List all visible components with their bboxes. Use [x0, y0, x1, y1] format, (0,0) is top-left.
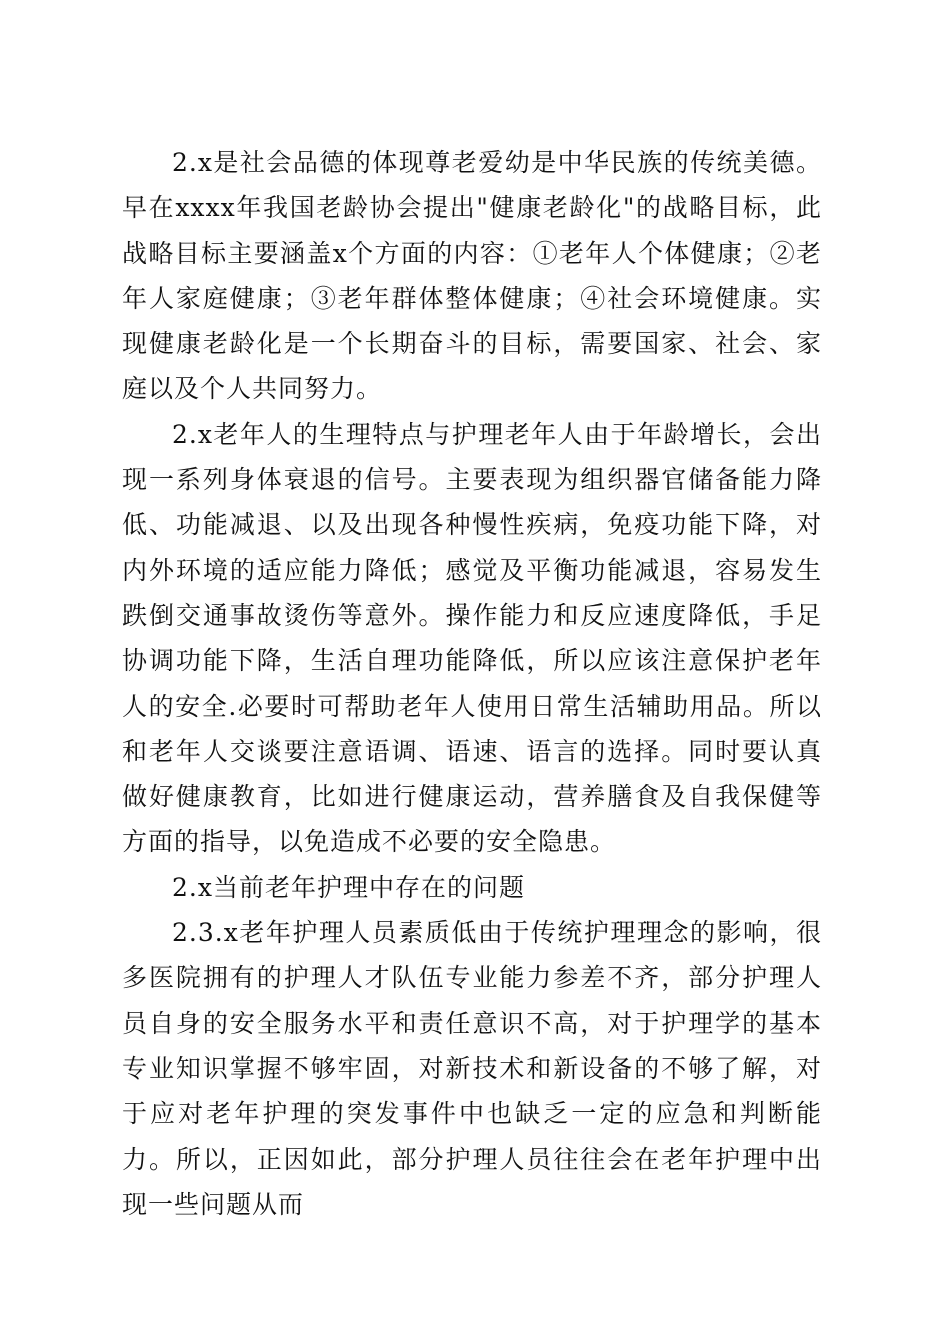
paragraph-physiological-traits: 2.x老年人的生理特点与护理老年人由于年龄增长，会出现一系列身体衰退的信号。主要表现为组织器官储备能力降低、功能减退、以及出现各种慢性疾病，免疫功能下降，对内外环境的适应能力降低；感觉及平衡功能减退，容易发生跌倒交通事故烫伤等意外。操作能力和反应速度降低，手足协调功能下降，生活自理功能降低，所以应该注意保护老年人的安全.必要时可帮助老年人使用日常生活辅助用品。所以和老年人交谈要注意语调、语速、语言的选择。同时要认真做好健康教育，比如进行健康运动，营养膳食及自我保健等方面的指导，以免造成不必要的安全隐患。 [122, 419, 822, 857]
section-heading-current-problems: 2.x当前老年护理中存在的问题 [172, 872, 525, 902]
paragraph-staff-quality: 2.3.x老年护理人员素质低由于传统护理理念的影响，很多医院拥有的护理人才队伍专业能力参差不齐，部分护理人员自身的安全服务水平和责任意识不高，对于护理学的基本专业知识掌握不够牢固，对新技术和新设备的不够了解，对于应对老年护理的突发事件中也缺乏一定的应急和判断能力。所以，正因如此，部分护理人员往往会在老年护理中出现一些问题从而 [122, 918, 822, 1219]
paragraph-social-morality: 2.x是社会品德的体现尊老爱幼是中华民族的传统美德。早在xxxx年我国老龄协会提出"健康老龄化"的战略目标，此战略目标主要涵盖x个方面的内容：①老年人个体健康；②老年人家庭健康；③老年群体整体健康；④社会环境健康。实现健康老龄化是一个长期奋斗的目标，需要国家、社会、家庭以及个人共同努力。 [122, 148, 822, 404]
document-body [122, 140, 822, 1227]
